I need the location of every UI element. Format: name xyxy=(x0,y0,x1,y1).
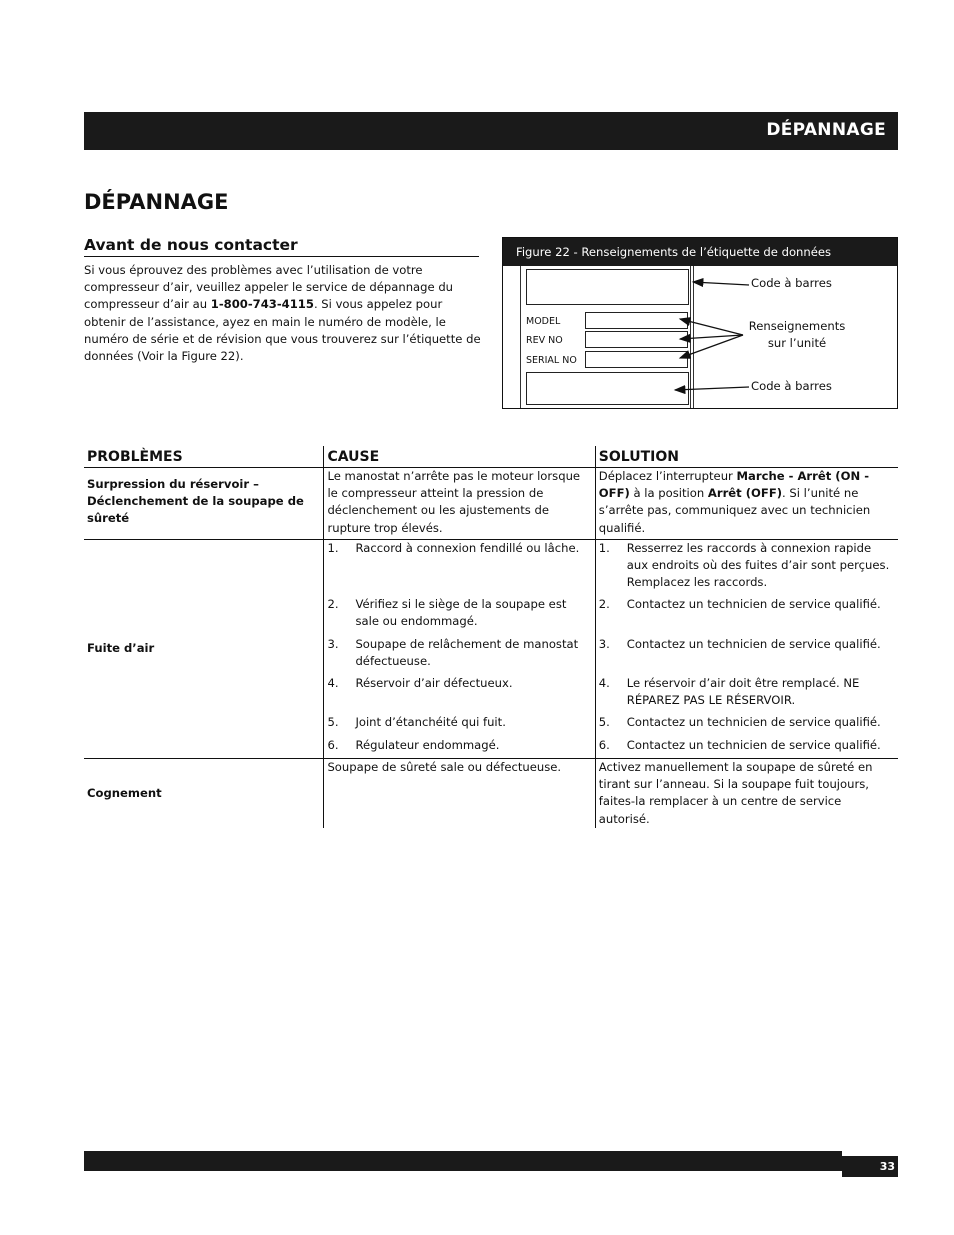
problem-cell xyxy=(84,540,324,759)
arrow-model xyxy=(680,319,743,335)
intro-paragraph xyxy=(84,262,482,365)
list-item: 4. Le réservoir d’air doit être remplacé. NE RÉPAREZ PAS LE RÉSERVOIR. xyxy=(598,676,860,708)
problem-cell xyxy=(84,759,324,828)
header-solution: SOLUTION xyxy=(595,446,898,468)
problem-cell xyxy=(84,468,324,540)
header-cause: CAUSE xyxy=(324,446,595,468)
page-title: DÉPANNAGE xyxy=(84,190,229,214)
field-label-rev: REV NO xyxy=(526,335,563,346)
list-item: 5. Contactez un technicien de service qualifié. xyxy=(598,715,881,729)
problem-tank-overpressure: Surpression du réservoir – Déclenchement de la soupape de sûreté xyxy=(87,477,304,526)
annotation-barcode-bottom: Code à barres xyxy=(751,379,832,393)
footer-bar xyxy=(84,1151,842,1171)
solution-text-e: . Si l’unité ne s’arrête pas, communiquez avec un technicien qualifié. xyxy=(598,486,871,535)
list-item: 3. Contactez un technicien de service qualifié. xyxy=(598,637,881,651)
annotation-unit-info-line1: Renseignements xyxy=(748,319,846,333)
list-item: 1. Resserrez les raccords à connexion rapide aux endroits où des fuites d’air sont perçues. Remplacez les raccords. xyxy=(598,541,890,590)
table-row xyxy=(84,540,898,759)
field-label-model: MODEL xyxy=(526,316,561,327)
cause-cell: Soupape de sûreté sale ou défectueuse. xyxy=(324,759,595,828)
list-item: 2. Vérifiez si le siège de la soupape est sale ou endommagé. xyxy=(327,597,567,629)
solution-list-cell xyxy=(595,540,898,759)
list-item: 4. Réservoir d’air défectueux. xyxy=(327,676,513,690)
figure-22 xyxy=(502,237,898,409)
cause-cell: Le manostat n’arrête pas le moteur lorsque le compresseur atteint la pression de déclenchement ou les ajustements de rupture trop élevés. xyxy=(324,468,595,540)
arrow-barcode-bottom xyxy=(675,387,749,390)
header-problems: PROBLÈMES xyxy=(84,446,324,468)
list-item: 2. Contactez un technicien de service qualifié. xyxy=(598,597,881,611)
figure-caption: Figure 22 - Renseignements de l’étiquette de données xyxy=(503,238,897,266)
list-item: 1. Raccord à connexion fendillé ou lâche. xyxy=(327,541,580,555)
list-item: 3. Soupape de relâchement de manostat défectueuse. xyxy=(327,637,579,669)
section-heading: Avant de nous contacter xyxy=(84,236,479,257)
annotation-barcode-top: Code à barres xyxy=(751,276,832,290)
annotation-unit-info xyxy=(747,318,847,352)
list-item: 6. Contactez un technicien de service qualifié. xyxy=(598,738,881,752)
list-item: 5. Joint d’étanchéité qui fuit. xyxy=(327,715,506,729)
solution-switch-name: Marche - Arrêt (ON - OFF) xyxy=(598,469,870,501)
arrow-barcode-top xyxy=(693,282,749,285)
header-bar xyxy=(84,112,898,150)
intro-text-2: . Si vous appelez pour obtenir de l’assistance, ayez en main le numéro de modèle, le numéro de série et de révision que vous trouverez sur l’étiquette de données (Voir la Figure 22). xyxy=(84,297,481,364)
solution-cell xyxy=(595,468,898,540)
table-header-row xyxy=(84,446,898,468)
solution-text-c: à la position xyxy=(629,486,708,501)
problem-air-leak: Fuite d’air xyxy=(87,641,155,656)
intro-text-1: Si vous éprouvez des problèmes avec l’utilisation de votre compresseur d’air, veuillez appeler le service de dépannage du compresseur d’air au xyxy=(84,263,454,312)
solution-text-a: Déplacez l’interrupteur xyxy=(598,469,737,483)
field-label-serial: SERIAL NO xyxy=(526,355,577,366)
phone-number: 1-800-743-4115 xyxy=(210,297,314,312)
cause-list-cell xyxy=(324,540,595,759)
problem-knocking: Cognement xyxy=(87,785,162,800)
solution-off-position: Arrêt (OFF) xyxy=(707,486,783,501)
page-number: 33 xyxy=(842,1156,898,1177)
troubleshooting-table xyxy=(84,446,898,828)
list-item: 6. Régulateur endommagé. xyxy=(327,738,500,752)
table-row xyxy=(84,759,898,828)
annotation-unit-info-line2: sur l’unité xyxy=(767,336,827,350)
solution-cell: Activez manuellement la soupape de sûreté en tirant sur l’anneau. Si la soupape fuit toujours, faites-la remplacer à un centre de service autorisé. xyxy=(595,759,898,828)
table-row xyxy=(84,468,898,540)
header-title: DÉPANNAGE xyxy=(766,120,886,140)
